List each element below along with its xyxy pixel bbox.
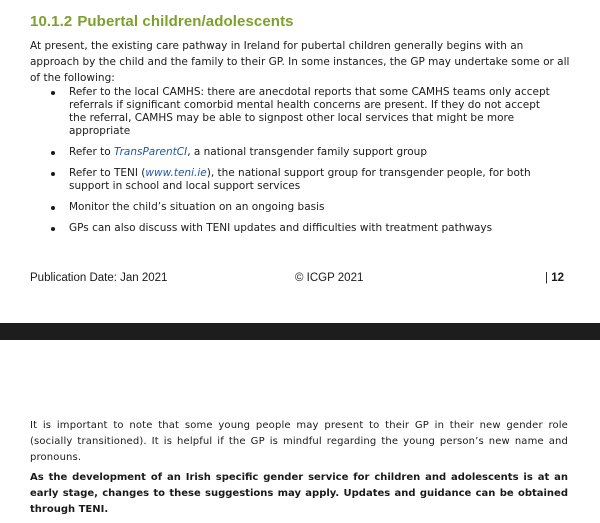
list-item-text: Refer to the local CAMHS: there are anecdotal reports that some CAMHS teams only accept referrals if significant comorbid mental health concerns are present. If they do not accept the referral, CAMHS may be able to signpost other local services that might be more appropriate bbox=[69, 86, 550, 137]
list-item-text: Refer to bbox=[69, 146, 114, 158]
list-item bbox=[30, 167, 560, 193]
bullet-icon bbox=[51, 227, 55, 231]
list-item-text: ), the national support group for transgender people, for both support in school and local support services bbox=[69, 167, 531, 192]
service-update-paragraph: As the development of an Irish specific gender service for children and adolescents is at an early stage, changes to these suggestions may apply. Updates and guidance can be obtained through TENI. bbox=[30, 472, 568, 515]
publication-date: Publication Date: Jan 2021 bbox=[30, 272, 168, 284]
intro-paragraph: At present, the existing care pathway in Ireland for pubertal children generally begins with an approach by the child and the family to their GP. In some instances, the GP may undertake some or all of the following: bbox=[30, 40, 570, 84]
list-item bbox=[30, 86, 560, 138]
page-number-prefix: | bbox=[545, 272, 552, 284]
list-item-text: Refer to TENI ( bbox=[69, 167, 146, 179]
section-title: Pubertal children/adolescents bbox=[77, 13, 294, 30]
section-heading bbox=[30, 13, 294, 30]
bullet-icon bbox=[51, 151, 55, 155]
page-number-value: 12 bbox=[551, 272, 564, 284]
list-item-text: GPs can also discuss with TENI updates and difficulties with treatment pathways bbox=[69, 222, 493, 234]
name-pronouns-paragraph: It is important to note that some young people may present to their GP in their new gender role (socially transitioned). It is helpful if the GP is mindful regarding the young person’s new name and pronouns. bbox=[30, 420, 568, 463]
section-number: 10.1.2 bbox=[30, 13, 73, 30]
copyright: © ICGP 2021 bbox=[295, 272, 364, 284]
list-item bbox=[30, 201, 560, 214]
list-item bbox=[30, 222, 560, 235]
bullet-icon bbox=[51, 91, 55, 95]
teni-website-link[interactable]: www.teni.ie bbox=[145, 167, 207, 179]
page-divider bbox=[0, 323, 600, 340]
list-item bbox=[30, 146, 560, 159]
bullet-icon bbox=[51, 172, 55, 176]
list-item-text: , a national transgender family support group bbox=[187, 146, 427, 158]
transparentci-link[interactable]: TransParentCI bbox=[113, 146, 188, 158]
page-number bbox=[545, 272, 564, 284]
bullet-icon bbox=[51, 206, 55, 210]
action-list bbox=[30, 86, 560, 243]
page-footer bbox=[30, 272, 564, 288]
list-item-text: Monitor the child’s situation on an ongoing basis bbox=[69, 201, 325, 213]
